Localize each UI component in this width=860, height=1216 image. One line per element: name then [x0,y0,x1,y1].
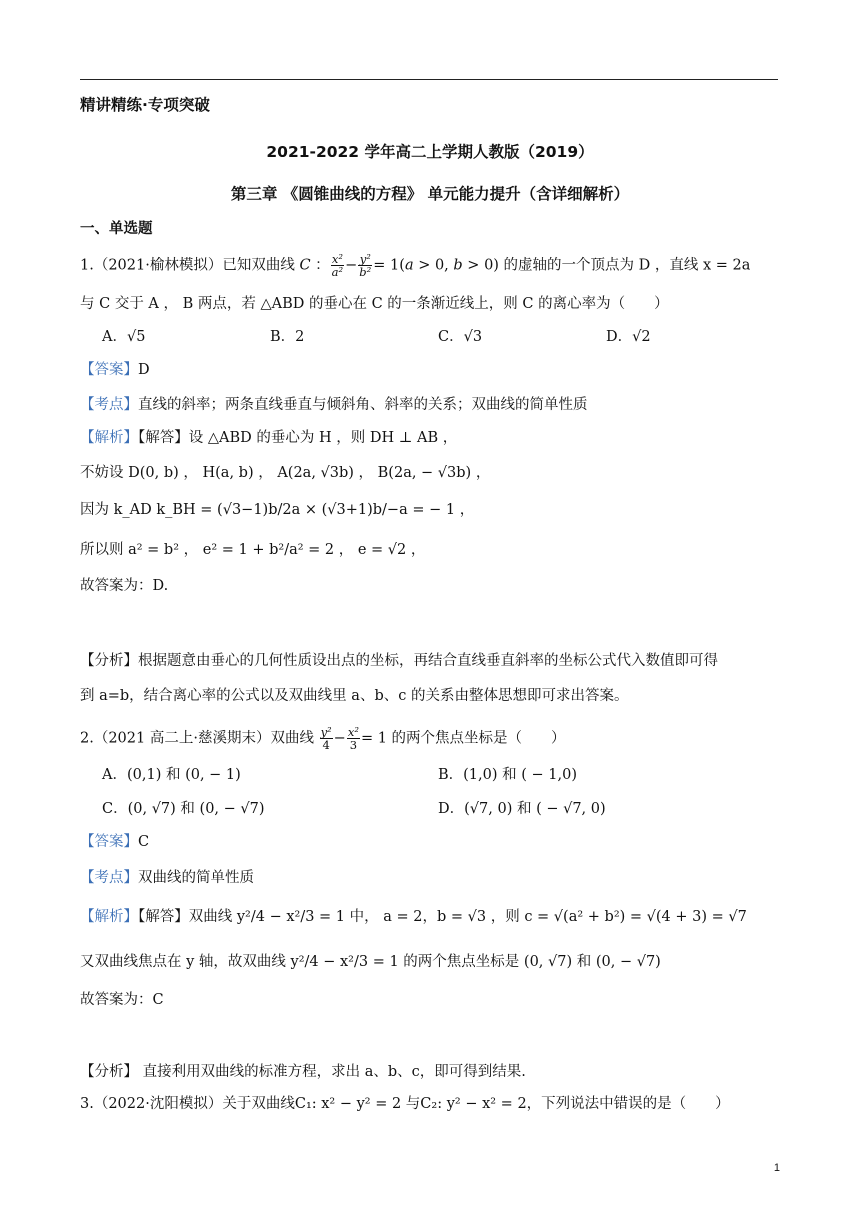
point-tag: 【考点】 [80,870,138,886]
q2-sol1: 双曲线 y²/4 − x²/3 = 1 中， a = 2，b = √3 ，则 c = √(a² + b²) = √(4 + 3) = √7 [188,909,747,925]
q1-solution-line3: 因为 k_AD k_BH = (√3−1)b/2a × (√3+1)b/−a = − 1 ， [80,502,475,518]
analysis-tag: 【解析】 [80,909,138,925]
point-tag: 【考点】 [80,397,138,413]
page-number: 1 [773,1162,780,1174]
q2-option-c: C．(0, √7) 和 (0, − √7) [102,801,265,817]
q1-answer-line [80,360,150,380]
q3-stem-line1: 3.（2022·沈阳模拟）关于双曲线C₁: x² − y² = 2 与C₂: y² − x² = 2，下列说法中错误的是（ ） [80,1096,730,1112]
q2-stem-suffix: 的两个焦点坐标是（ ） [386,730,566,747]
q1-solution-line5: 故答案为：D. [80,578,169,594]
q1-option-b: B．2 [270,329,305,345]
q1-solution-line1 [80,428,457,448]
q1-solution-line4: 所以则 a² = b² ， e² = 1 + b²/a² = 2 ， e = √2 ， [80,542,426,558]
q1-fenxi-line2: 到 a=b，结合离心率的公式以及双曲线里 a、b、c 的关系由整体思想即可求出答案。 [80,688,629,704]
section-heading: 一、单选题 [80,221,153,237]
q1-fenxi-line1 [80,651,718,671]
q1-stem-prefix: 1.（2021·榆林模拟）已知双曲线 [80,257,300,274]
fenxi-tag: 【分析】 [80,653,138,669]
q2-point-line [80,868,254,888]
q2-fenxi-line1 [80,1062,526,1082]
analysis-tag: 【解析】 [80,430,138,446]
q1-sol1: 设 △ABD 的垂心为 H ，则 DH ⊥ AB ， [188,430,458,446]
q2-option-b: B．(1,0) 和 ( − 1,0) [438,767,577,783]
q1-solution-line2: 不妨设 D(0, b) ， H(a, b) ， A(2a, √3b) ， B(2a, − √3b) ， [80,465,491,481]
q2-stem-line1: 2.（2021 高二上·慈溪期末）双曲线 $\frac{\text{y²}}{4}$ − $\frac{\text{x²}}{3}$ = 1 的两个焦点坐标是（ ） [80,725,566,752]
q1-answer: D [138,362,150,378]
doc-title-line1: 2021-2022 学年高二上学期人教版（2019） [266,143,594,161]
solve-tag: 【解答】 [138,909,189,925]
q2-answer-line [80,832,149,852]
q1-stem-line2: 与 C 交于 A ， B 两点，若 △ABD 的垂心在 C 的一条渐近线上，则 C 的离心率为（ ） [80,296,669,312]
solve-tag: 【解答】 [138,430,189,446]
q1-stem-suffix: 的虚轴的一个顶点为 D ，直线 x = 2a [498,257,751,274]
q1-point: 直线的斜率；两条直线垂直与倾斜角、斜率的关系；双曲线的简单性质 [138,397,588,413]
series-title: 精讲精练·专项突破 [80,96,210,114]
q2-option-a: A．(0,1) 和 (0, − 1) [102,767,241,783]
q2-fenxi1: 直接利用双曲线的标准方程，求出 a、b、c，即可得到结果. [138,1064,526,1080]
answer-tag: 【答案】 [80,834,138,850]
q1-point-line [80,395,588,415]
q1-stem-line1: 1.（2021·榆林模拟）已知双曲线 C ： $\frac{\text{x²}}{\text{a²}}$ − $\frac{\text{y²}}{\text{b²}}$ = 1(a > 0, b > 0) 的虚轴的一个顶点为 D ，直线 x = 2a [80,252,751,279]
q1-option-a: A．√5 [102,329,146,345]
q2-solution-line3: 故答案为：C [80,992,164,1008]
q2-point: 双曲线的简单性质 [138,870,254,886]
q1-option-d: D．√2 [606,329,651,345]
doc-title-line2: 第三章 《圆锥曲线的方程》 单元能力提升（含详细解析） [230,185,630,203]
header-rule [80,79,778,80]
q2-solution-line2: 又双曲线焦点在 y 轴，故双曲线 y²/4 − x²/3 = 1 的两个焦点坐标是 (0, √7) 和 (0, − √7) [80,954,661,970]
q2-answer: C [138,834,150,850]
answer-tag: 【答案】 [80,362,138,378]
q1-fenxi1: 根据题意由垂心的几何性质设出点的坐标，再结合直线垂直斜率的坐标公式代入数值即可得 [138,653,718,669]
q2-solution-line1 [80,907,747,927]
q2-stem-prefix: 2.（2021 高二上·慈溪期末）双曲线 [80,730,319,747]
q2-option-d: D．(√7, 0) 和 ( − √7, 0) [438,801,606,817]
q1-option-c: C．√3 [438,329,483,345]
fenxi-tag: 【分析】 [80,1064,138,1080]
